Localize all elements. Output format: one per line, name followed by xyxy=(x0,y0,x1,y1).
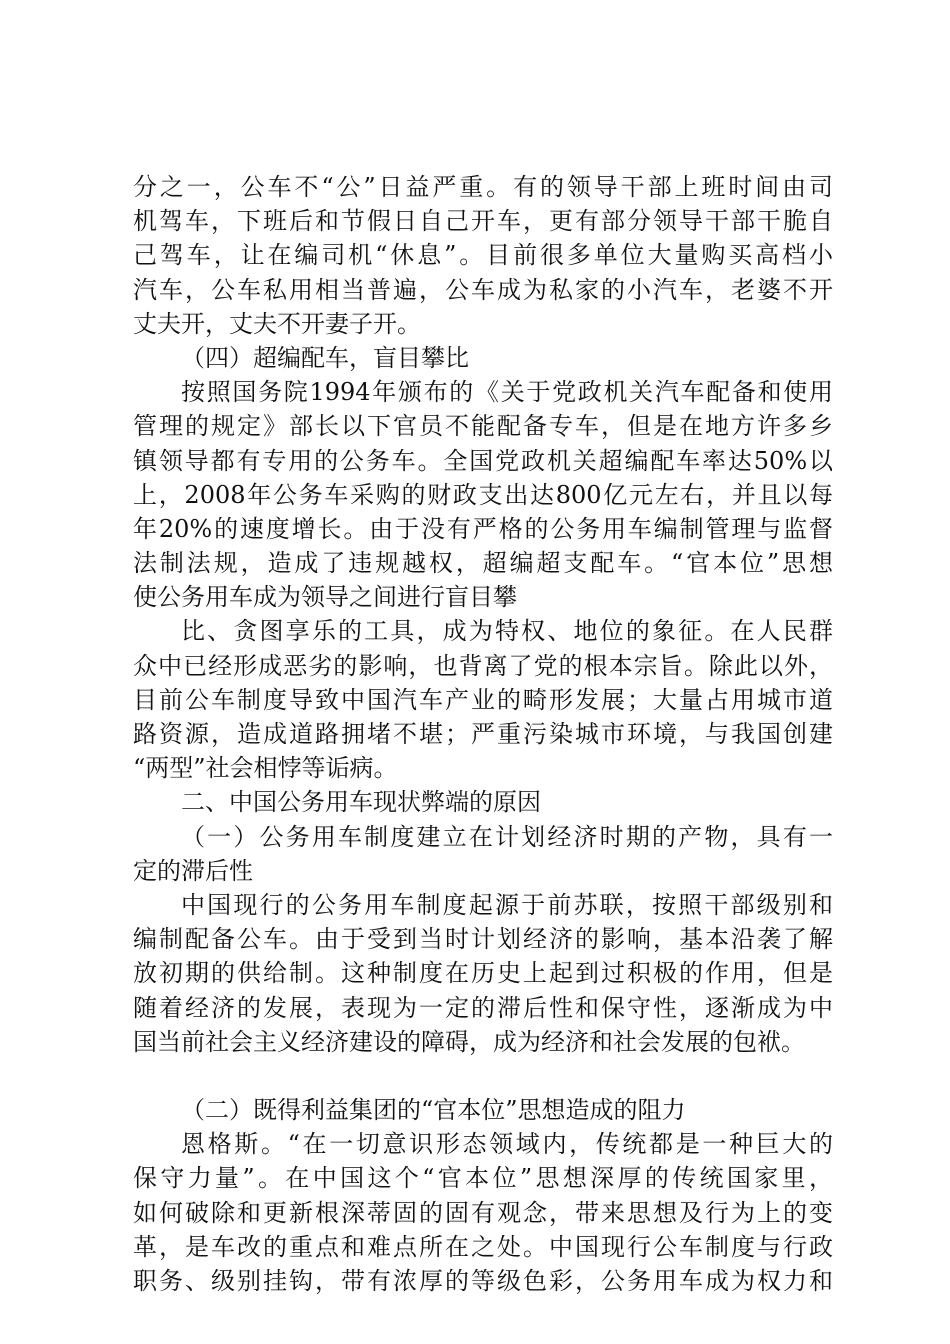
text-line: 机驾车，下班后和节假日自己开车，更有部分领导干部干脆自 xyxy=(133,207,833,236)
text-line: 使公务用车成为领导之间进行盲目攀 xyxy=(133,583,517,612)
text-line: 管理的规定》部长以下官员不能配备专车，但是在地方许多乡 xyxy=(133,412,833,441)
text-line: 如何破除和更新根深蒂固的固有观念，带来思想及行为上的变 xyxy=(133,1198,833,1227)
text-line: 分之一，公车不“公”日益严重。有的领导干部上班时间由司 xyxy=(133,173,833,201)
text-line: 丈夫开，丈夫不开妻子开。 xyxy=(133,309,421,338)
heading-line: （四）超编配车，盲目攀比 xyxy=(181,343,469,372)
text-line: 职务、级别挂钩，带有浓厚的等级色彩，公务用车成为权力和 xyxy=(133,1267,833,1295)
heading-line: 定的滞后性 xyxy=(133,856,253,885)
blank-line xyxy=(133,1059,833,1093)
document-body xyxy=(133,170,833,1298)
section-heading-2-2 xyxy=(133,1093,833,1127)
heading-line: （二）既得利益集团的“官本位”思想造成的阻力 xyxy=(181,1096,686,1125)
text-line: 编制配备公车。由于受到当时计划经济的影响，基本沿袭了解 xyxy=(133,925,833,954)
text-line: 国当前社会主义经济建设的障碍，成为经济和社会发展的包袱。 xyxy=(133,1027,805,1056)
text-line: 恩格斯。“在一切意识形态领域内，传统都是一种巨大的 xyxy=(181,1130,833,1159)
text-line: 路资源，造成道路拥堵不堪；严重污染城市环境，与我国创建 xyxy=(133,720,833,748)
text-line: 革，是车改的重点和难点所在之处。中国现行公车制度与行政 xyxy=(133,1232,833,1261)
text-line: 众中已经形成恶劣的影响，也背离了党的根本宗旨。除此以外， xyxy=(133,651,833,680)
text-line: 己驾车，让在编司机“休息”。目前很多单位大量购买高档小 xyxy=(133,241,833,270)
text-line: 中国现行的公务用车制度起源于前苏联，按照干部级别和 xyxy=(181,890,833,919)
paragraph-2 xyxy=(133,375,833,614)
text-line: 汽车，公车私用相当普遍，公车成为私家的小汽车，老婆不开 xyxy=(133,275,833,304)
paragraph-4 xyxy=(133,888,833,1059)
section-heading-4 xyxy=(133,341,833,375)
text-line: 法制法规，造成了违规越权，超编超支配车。“官本位”思想 xyxy=(133,549,833,578)
text-line: 保守力量”。在中国这个“官本位”思想深厚的传统国家里， xyxy=(133,1164,833,1193)
heading-line: 二、中国公务用车现状弊端的原因 xyxy=(181,788,541,817)
text-line: 放初期的供给制。这种制度在历史上起到过积极的作用，但是 xyxy=(133,959,833,988)
paragraph-5 xyxy=(133,1127,833,1298)
text-line: 按照国务院1994年颁布的《关于党政机关汽车配备和使用 xyxy=(181,378,833,407)
text-line: 上，2008年公务车采购的财政支出达800亿元左右，并且以每 xyxy=(133,480,833,509)
heading-line: （一）公务用车制度建立在计划经济时期的产物，具有一 xyxy=(181,822,833,851)
paragraph-3 xyxy=(133,614,833,785)
text-line: “两型”社会相悖等诟病。 xyxy=(133,754,398,783)
text-line: 随着经济的发展，表现为一定的滞后性和保守性，逐渐成为中 xyxy=(133,993,833,1022)
chapter-heading-2 xyxy=(133,785,833,819)
text-line: 镇领导都有专用的公务车。全国党政机关超编配车率达50%以 xyxy=(133,446,833,475)
text-line: 目前公车制度导致中国汽车产业的畸形发展；大量占用城市道 xyxy=(133,685,833,714)
text-line: 年20%的速度增长。由于没有严格的公务用车编制管理与监督 xyxy=(133,514,833,543)
paragraph-1 xyxy=(133,170,833,341)
section-heading-2-1 xyxy=(133,820,833,888)
text-line: 比、贪图享乐的工具，成为特权、地位的象征。在人民群 xyxy=(181,617,833,646)
